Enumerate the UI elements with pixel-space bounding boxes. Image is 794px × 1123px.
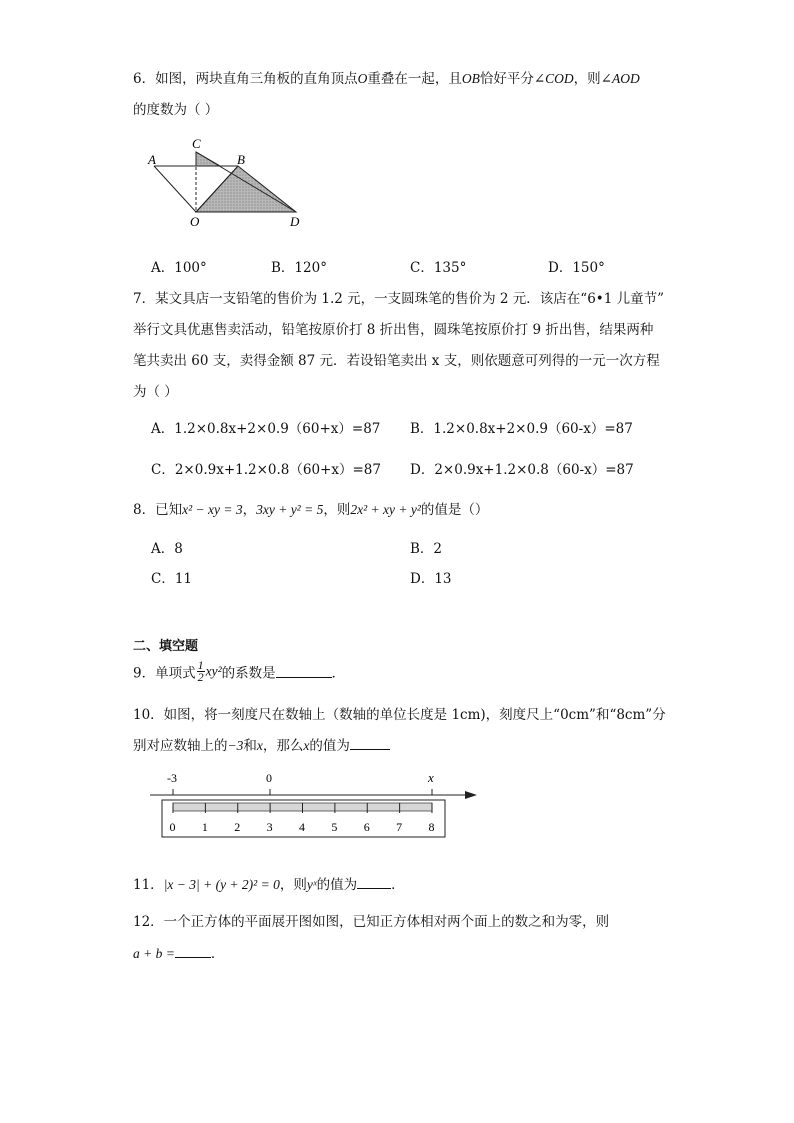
q6-option-b[interactable]: B．120° — [271, 260, 327, 276]
q7-option-c[interactable]: C．2×0.9x+1.2×0.8（60+x）=87 — [151, 462, 381, 478]
q10-figure — [145, 765, 485, 845]
q10-line1: 10．如图，将一刻度尺在数轴上（数轴的单位长度是 1cm)，刻度尺上“0cm”和“8cm”分 — [133, 707, 666, 723]
q8-option-d[interactable]: D．13 — [410, 571, 452, 587]
axis-label-x: x — [428, 770, 434, 785]
label-a: A — [148, 152, 156, 167]
q9-answer-blank[interactable] — [276, 665, 332, 678]
section-title-fill-blank: 二、填空题 — [133, 639, 199, 654]
ruler-label-5: 5 — [331, 820, 338, 834]
ruler-label-0: 0 — [169, 820, 176, 834]
q7-line1: 7．某文具店一支铅笔的售价为 1.2 元，一支圆珠笔的售价为 2 元．该店在“6•1 儿童节” — [133, 291, 665, 307]
q6-figure — [140, 132, 310, 232]
q7-option-b[interactable]: B．1.2×0.8x+2×0.9（60-x）=87 — [410, 421, 633, 437]
q7-line4: 为（ ） — [133, 384, 178, 400]
label-c: C — [192, 136, 201, 151]
q7-line3: 笔共卖出 60 支，卖得金额 87 元．若设铅笔卖出 x 支，则依题意可列得的一元一次方程 — [133, 353, 660, 369]
q6-line2: 的度数为（ ） — [133, 102, 219, 118]
q11-stem: 11．|x − 3| + (y + 2)² = 0，则yˣ的值为 ． — [133, 877, 405, 893]
label-o: O — [190, 214, 200, 229]
ruler-label-1: 1 — [201, 820, 208, 834]
ruler-label-6: 6 — [363, 820, 370, 834]
axis-arrow — [465, 791, 477, 799]
q6-option-a[interactable]: A．100° — [151, 260, 207, 276]
triangle-shade-main — [196, 166, 296, 212]
q12-line1: 12．一个正方体的平面展开图如图，已知正方体相对两个面上的数之和为零，则 — [133, 914, 610, 930]
ruler-label-3: 3 — [266, 820, 273, 834]
ruler-label-8: 8 — [428, 820, 435, 834]
q9-fraction: $\frac{1}{2}$ — [197, 658, 204, 684]
q6-line1: 6．如图，两块直角三角板的直角顶点O重叠在一起，且OB恰好平分∠COD，则∠AOD — [133, 71, 640, 87]
axis-label-0: 0 — [266, 771, 272, 785]
q8-stem: 8．已知x² − xy = 3，3xy + y² = 5，则2x² + xy + y²的值是（） — [133, 502, 489, 518]
q12-answer-blank[interactable] — [175, 945, 211, 958]
q7-option-d[interactable]: D．2×0.9x+1.2×0.8（60-x）=87 — [410, 462, 634, 478]
ruler-label-4: 4 — [299, 820, 305, 834]
q7-line2: 举行文具优惠售卖活动，铅笔按原价打 8 折出售，圆珠笔按原价打 9 折出售，结果两种 — [133, 322, 654, 338]
ruler-label-7: 7 — [396, 820, 403, 834]
q6-option-d[interactable]: D．150° — [548, 260, 605, 276]
q12-line2: a + b = ． — [133, 946, 225, 962]
q11-answer-blank[interactable] — [357, 876, 391, 889]
q10-answer-blank[interactable] — [350, 737, 390, 750]
q10-line2: 别对应数轴上的−3和x，那么x的值为 — [133, 734, 390, 754]
label-d: D — [290, 214, 300, 229]
segment-ao — [154, 166, 196, 212]
q8-option-b[interactable]: B．2 — [410, 541, 443, 557]
label-b: B — [237, 152, 245, 167]
q9-stem: 9．单项式 $\frac{1}{2}$ xy²的系数是 ． — [133, 658, 346, 684]
q7-option-a[interactable]: A．1.2×0.8x+2×0.9（60+x）=87 — [151, 421, 381, 437]
q8-option-a[interactable]: A．8 — [151, 541, 183, 557]
q6-option-c[interactable]: C．135° — [410, 260, 467, 276]
q8-option-c[interactable]: C．11 — [151, 571, 193, 587]
ruler-label-2: 2 — [234, 820, 241, 834]
axis-label-neg3: -3 — [167, 771, 177, 785]
